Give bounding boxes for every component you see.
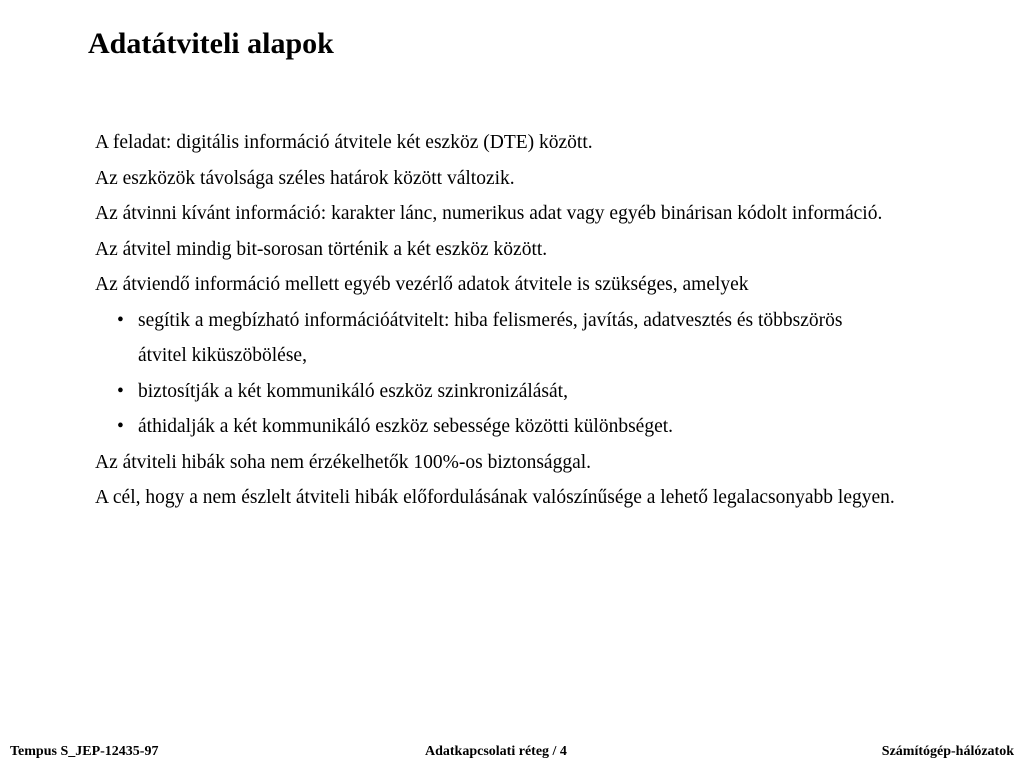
paragraph-bit-serial: Az átvitel mindig bit-sorosan történik a két eszköz között. [95,238,548,260]
bullet-icon: • [117,309,124,331]
bullet-list [95,303,975,445]
bullet-item-speed [95,409,858,445]
paragraph-distance: Az eszközök távolsága széles határok között változik. [95,167,515,189]
footer-course-title: Számítógép-hálózatok [881,744,1014,759]
bullet-icon: • [117,416,124,437]
paragraph-task: A feladat: digitális információ átvitele két eszköz (DTE) között. [95,132,593,153]
bullet-icon: • [117,380,124,402]
paragraph-errors: Az átviteli hibák soha nem érzékelhetők 100%-os biztonsággal. [95,451,592,473]
bullet-text: segítik a megbízható információátvitelt: hiba felismerés, javítás, adatvesztés és többszörös átvitel kiküszöbölése, [138,309,843,366]
slide-body [95,125,975,516]
footer-project-code: Tempus S_JEP-12435-97 [10,744,159,759]
bullet-text: áthidalják a két kommunikáló eszköz sebessége közötti különbséget. [138,416,674,437]
bullet-item-reliability [95,303,858,374]
slide-title: Adatátviteli alapok [88,27,334,60]
footer-slide-number: Adatkapcsolati réteg / 4 [425,744,567,759]
paragraph-information: Az átvinni kívánt információ: karakter lánc, numerikus adat vagy egyéb binárisan kódolt információ. [95,203,883,224]
bullet-text: biztosítják a két kommunikáló eszköz szinkronizálását, [138,380,568,402]
paragraph-control-data: Az átviendő információ mellett egyéb vezérlő adatok átvitele is szükséges, amelyek [95,274,749,295]
paragraph-goal: A cél, hogy a nem észlelt átviteli hibák előfordulásának valószínűsége a lehető legalacsonyabb legyen. [95,487,895,508]
bullet-item-synchronization [95,374,858,410]
